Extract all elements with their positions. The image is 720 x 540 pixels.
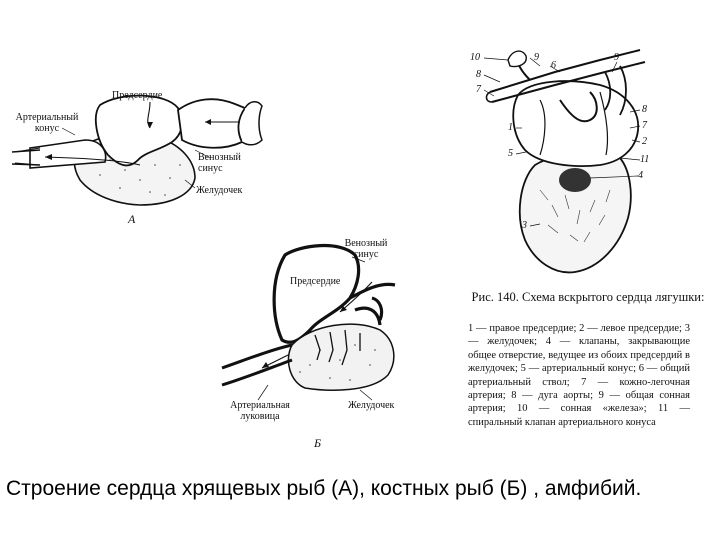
frog-num-2: 2 <box>642 136 647 147</box>
frog-num-8-left: 8 <box>476 69 481 80</box>
frog-num-5: 5 <box>508 148 513 159</box>
frog-num-1: 1 <box>508 122 513 133</box>
ventricle-b-label: Желудочек <box>348 400 395 411</box>
venous-sinus-b-label: Венозный синус <box>344 238 388 260</box>
frog-carotid-gland-shape <box>508 51 526 66</box>
diagram-a-letter: А <box>128 212 136 226</box>
frog-num-9-right: 9 <box>614 52 619 63</box>
slide-caption: Строение сердца хрящевых рыб (А), костных рыб (Б) , амфибий. <box>6 477 642 500</box>
frog-figure-title: Рис. 140. Схема вскрытого сердца лягушки: <box>471 290 705 304</box>
frog-num-4: 4 <box>638 170 643 181</box>
atrium-b-label: Предсердие <box>290 276 341 287</box>
frog-figure-legend: 1 — правое предсердие; 2 — левое предсердие; 3 — желудочек; 4 — клапаны, закрывающие общее отверстие, ведущее из обоих предсердий в желудочек; 5 — артериальный конус; 6 — общий артериальный ствол; 7 — кожно-легочная артерия; 8 — дуга аорты; 9 — общая сонная артерия; 10 — сонная «железа»; 11 — спиральный клапан артериального конуса <box>468 323 690 428</box>
frog-atria-shape <box>513 81 638 166</box>
frog-num-8-right: 8 <box>642 104 647 115</box>
venous-sinus-a-label: Венозный синус <box>198 152 241 174</box>
arterial-cone-a-label: Артериальный конус <box>15 112 79 134</box>
frog-valves-shape <box>559 168 591 192</box>
frog-num-3: 3 <box>522 220 527 231</box>
frog-num-6: 6 <box>551 60 556 71</box>
frog-num-11: 11 <box>640 154 650 165</box>
diagram-b-letter: Б <box>314 436 322 450</box>
arterial-bulb-b-label: Артериальная луковица <box>230 400 290 422</box>
ventricle-a-label: Желудочек <box>196 185 243 196</box>
atrium-a-label: Предсердие <box>112 90 163 101</box>
frog-num-7-left: 7 <box>476 84 481 95</box>
frog-num-10: 10 <box>470 52 480 63</box>
frog-num-7-right: 7 <box>642 120 647 131</box>
frog-num-9-left: 9 <box>534 52 539 63</box>
